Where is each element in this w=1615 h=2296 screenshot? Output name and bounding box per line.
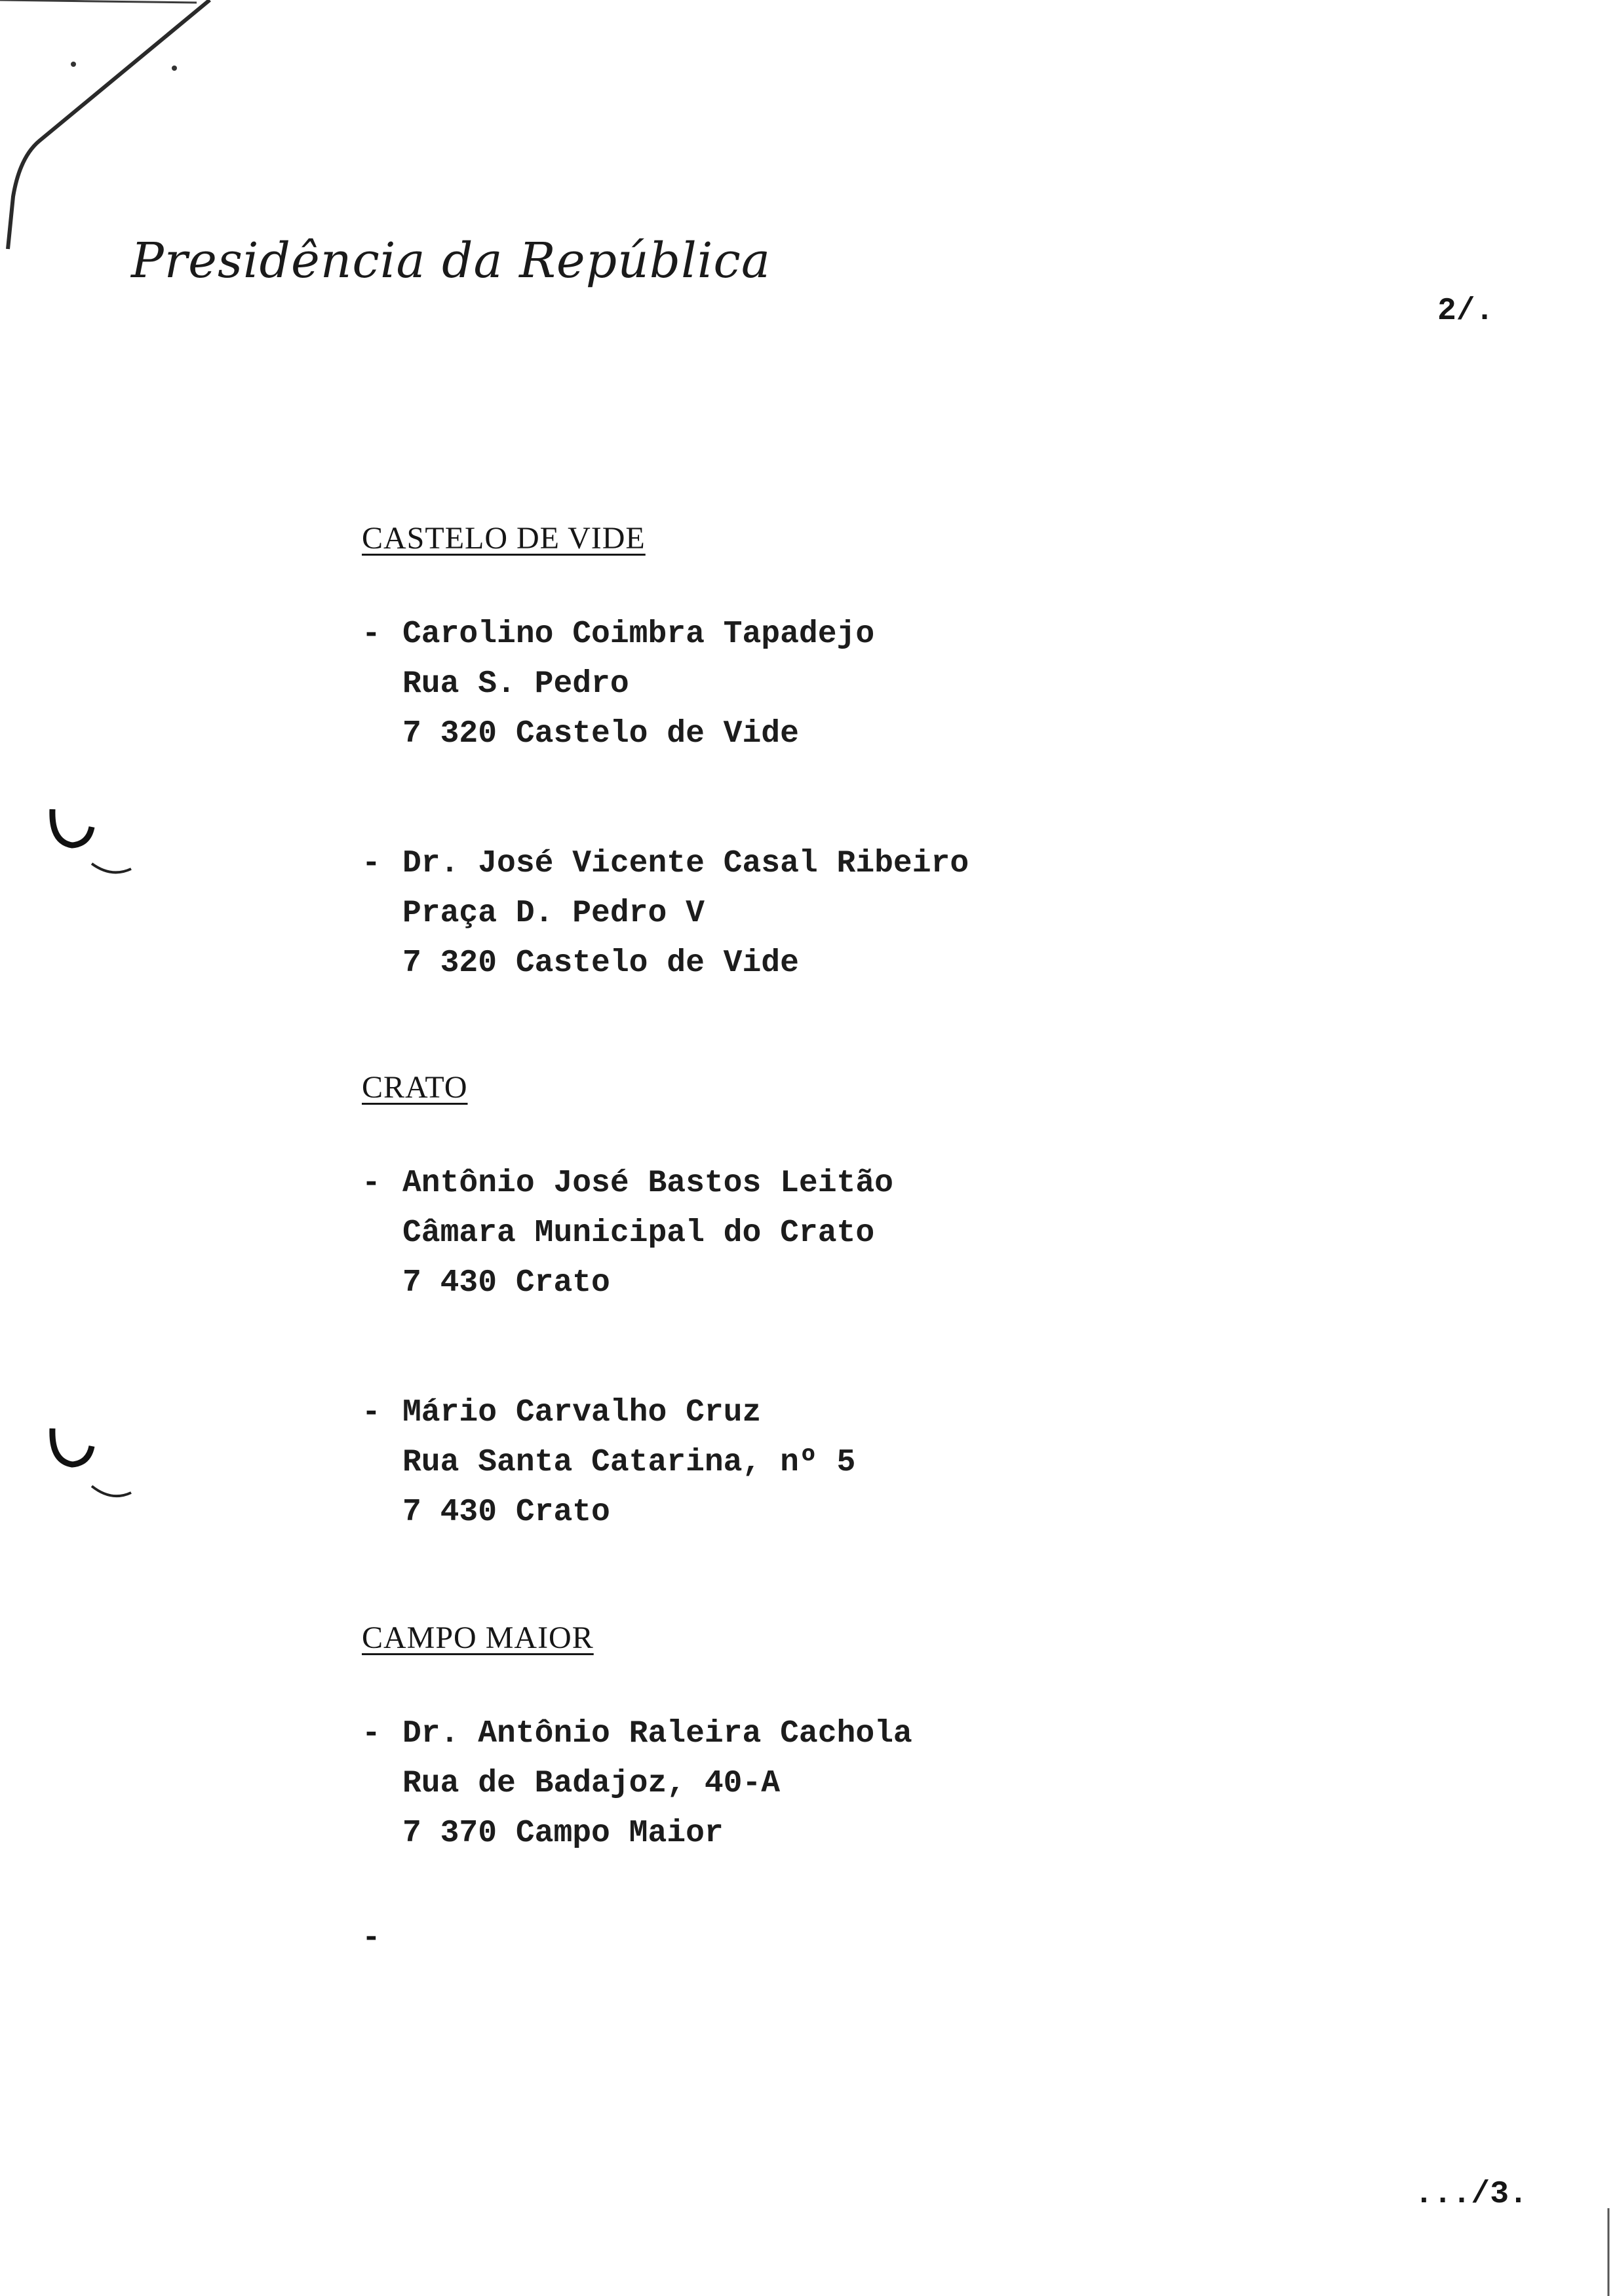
- entry-name: Antônio José Bastos Leitão: [402, 1166, 893, 1201]
- section-campo-maior: [362, 1618, 1345, 1858]
- letterhead-title: Presidência da República: [131, 233, 771, 289]
- page-number: 2/.: [1437, 294, 1494, 329]
- corner-stroke-mark: [8, 0, 210, 249]
- entry-street: Câmara Municipal do Crato: [402, 1215, 875, 1251]
- address-entry: [362, 1388, 1345, 1537]
- entry-street: Rua S. Pedro: [402, 666, 629, 702]
- entry-name: Mário Carvalho Cruz: [402, 1395, 762, 1430]
- entry-postal: 7 320 Castelo de Vide: [402, 946, 799, 981]
- section-crato: [362, 1068, 1345, 1537]
- entry-postal: 7 370 Campo Maior: [402, 1816, 724, 1851]
- entry-postal: 7 320 Castelo de Vide: [402, 716, 799, 752]
- entry-dash: -: [362, 617, 381, 652]
- section-castelo-de-vide: [362, 519, 1345, 988]
- entry-postal: 7 430 Crato: [402, 1495, 610, 1530]
- continuation-marker: .../3.: [1414, 2177, 1528, 2212]
- punch-hole-mark: [92, 864, 131, 872]
- address-entry: [362, 1709, 1345, 1858]
- speck-mark: [172, 66, 177, 71]
- entry-street: Praça D. Pedro V: [402, 896, 705, 931]
- address-entry: [362, 1158, 1345, 1308]
- entry-name: Carolino Coimbra Tapadejo: [402, 617, 875, 652]
- speck-mark: [71, 62, 76, 67]
- corner-edge-mark: [0, 0, 197, 3]
- entry-name: Dr. Antônio Raleira Cachola: [402, 1716, 912, 1751]
- entry-dash: -: [362, 1166, 381, 1201]
- entry-street: Rua de Badajoz, 40-A: [402, 1766, 781, 1801]
- punch-hole-mark: [52, 809, 92, 845]
- section-title: CASTELO DE VIDE: [362, 521, 646, 556]
- section-title: CAMPO MAIOR: [362, 1620, 594, 1655]
- punch-hole-mark: [52, 1428, 92, 1464]
- entry-dash: -: [362, 846, 381, 881]
- empty-entry-dash: -: [362, 1921, 381, 1956]
- section-title: CRATO: [362, 1070, 468, 1105]
- address-entry: [362, 609, 1345, 759]
- entry-dash: -: [362, 1716, 381, 1751]
- entry-dash: -: [362, 1395, 381, 1430]
- address-entry: [362, 839, 1345, 988]
- entry-street: Rua Santa Catarina, nº 5: [402, 1445, 856, 1480]
- entry-postal: 7 430 Crato: [402, 1265, 610, 1301]
- punch-hole-mark: [92, 1486, 131, 1496]
- entry-name: Dr. José Vicente Casal Ribeiro: [402, 846, 969, 881]
